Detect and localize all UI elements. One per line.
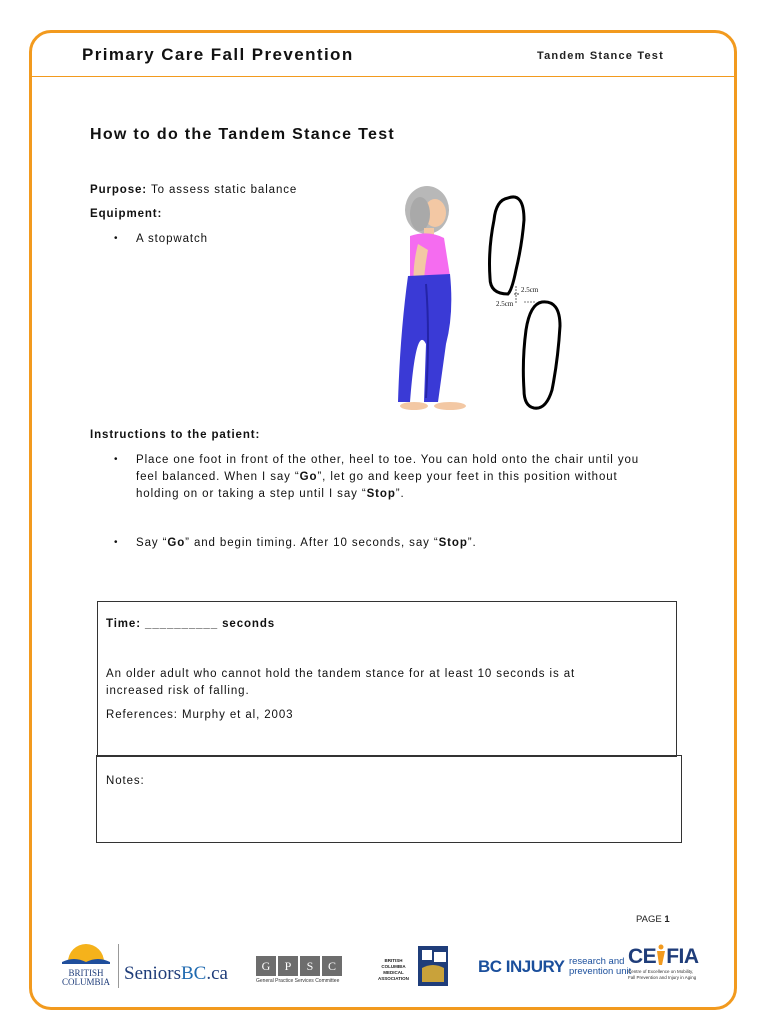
- cefia-figure-icon: [656, 944, 666, 966]
- header-divider: [32, 76, 734, 77]
- text-segment: holding on or taking a step until I say “: [136, 488, 367, 500]
- measure-label-side: 2.5cm: [496, 300, 514, 308]
- risk-statement-line-1: An older adult who cannot hold the tandem stance for at least 10 seconds is at: [106, 668, 576, 680]
- british-columbia-logo: [60, 942, 112, 992]
- purpose-text: To assess static balance: [150, 184, 298, 196]
- bc-injury-sub-1: research and: [568, 956, 625, 967]
- text-segment: ” and begin timing. After 10 seconds, say “: [185, 537, 439, 549]
- bc-sun-icon: [60, 942, 112, 964]
- bcma-line-2: COLUMBIA: [381, 964, 406, 969]
- equipment-label: Equipment:: [90, 208, 163, 220]
- page-frame: [29, 30, 737, 1010]
- text-segment: Say “: [136, 537, 168, 549]
- purpose-label: Purpose:: [90, 184, 148, 196]
- instruction-1-line-1: Place one foot in front of the other, heel to toe. You can hold onto the chair until you: [136, 454, 640, 466]
- seniors-bc-text: BC: [181, 963, 207, 984]
- cefia-text-a: CE: [628, 945, 657, 968]
- bcma-line-3: MEDICAL: [383, 970, 404, 975]
- measure-label-top: 2.5cm: [521, 286, 539, 294]
- seniors-domain-text: .ca: [206, 963, 228, 984]
- instruction-2: [136, 535, 477, 552]
- go-word: Go: [299, 471, 318, 483]
- logo-divider: [118, 944, 119, 988]
- time-field-label: Time: __________ seconds: [106, 618, 276, 630]
- bcma-line-1: BRITISH: [384, 958, 403, 963]
- references-text: References: Murphy et al, 2003: [106, 709, 294, 721]
- text-segment: ”.: [467, 537, 477, 549]
- bc-logo-line-1: BRITISH: [68, 968, 104, 978]
- equipment-item: A stopwatch: [136, 233, 208, 245]
- gpsc-letter: P: [278, 956, 298, 976]
- cefia-caption-2: Fall Prevention and Injury in Aging: [628, 975, 697, 980]
- purpose-line: [90, 182, 297, 199]
- gpsc-letter: G: [256, 956, 276, 976]
- bcma-crest-icon: [416, 944, 450, 988]
- page-number: [636, 914, 670, 925]
- woman-standing-illustration: [380, 184, 480, 416]
- instruction-1-line-2: [136, 469, 618, 486]
- notes-label: Notes:: [106, 775, 145, 787]
- document-subtitle: Tandem Stance Test: [537, 50, 664, 62]
- gpsc-letter: S: [300, 956, 320, 976]
- document-title: Primary Care Fall Prevention: [82, 45, 354, 64]
- seniorsbc-logo: [124, 963, 228, 985]
- stop-word: Stop: [438, 537, 468, 549]
- page-label: PAGE: [636, 914, 662, 925]
- page-heading: How to do the Tandem Stance Test: [90, 126, 396, 143]
- gpsc-logo: [256, 956, 344, 984]
- instructions-label: Instructions to the patient:: [90, 429, 261, 441]
- page-number-value: 1: [664, 914, 670, 925]
- seniors-text: Seniors: [124, 963, 181, 984]
- bcma-line-4: ASSOCIATION: [378, 976, 409, 981]
- bullet-icon: •: [114, 233, 118, 244]
- bc-injury-sub-2: prevention unit: [568, 966, 632, 977]
- stop-word: Stop: [366, 488, 396, 500]
- tandem-footprints-diagram: [480, 190, 570, 412]
- go-word: Go: [167, 537, 186, 549]
- bc-injury-text: BC INJURY: [478, 957, 565, 976]
- cefia-caption-1: Centre of Excellence on Mobility,: [628, 969, 694, 974]
- bc-injury-logo: [478, 957, 631, 977]
- text-segment: ”.: [395, 488, 405, 500]
- bullet-icon: •: [114, 537, 118, 548]
- bullet-icon: •: [114, 454, 118, 465]
- text-segment: feel balanced. When I say “: [136, 471, 300, 483]
- cefia-logo: [628, 944, 699, 981]
- gpsc-letter: C: [322, 956, 342, 976]
- text-segment: ”, let go and keep your feet in this position without: [317, 471, 618, 483]
- gpsc-caption: General Practice Services Committee: [256, 978, 340, 984]
- bc-logo-line-2: COLUMBIA: [61, 977, 110, 987]
- risk-statement-line-2: increased risk of falling.: [106, 685, 250, 697]
- cefia-text-b: FIA: [666, 945, 699, 968]
- notes-box: [96, 755, 682, 843]
- bcma-logo-text: [378, 958, 409, 982]
- instruction-1-line-3: [136, 486, 405, 503]
